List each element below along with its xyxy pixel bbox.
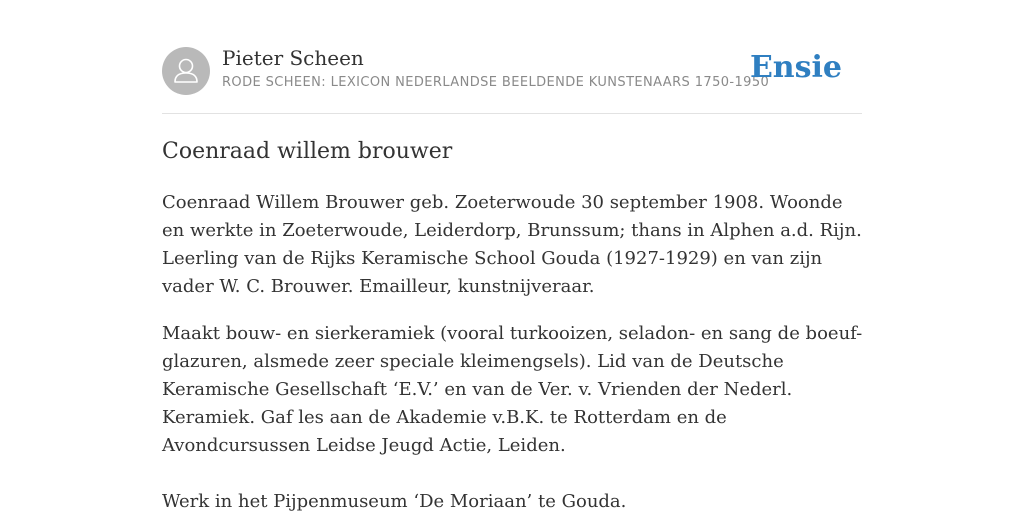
article-title: Coenraad willem brouwer: [162, 139, 453, 164]
article-paragraph: Maakt bouw- en sierkeramiek (vooral turkooizen, seladon- en sang de boeuf-glazuren, alsmede zeer speciale kleimengsels). Lid van de Deutsche Keramische Gesellschaft ‘E.V.’ en van de Ver. v. Vrienden der Nederl. Keramiek. Gaf les aan de Akademie v.B.K. te Rotterdam en de Avondcursussen Leidse Jeugd Actie, Leiden.: [162, 323, 863, 456]
page: [162, 0, 863, 512]
ensie-logo[interactable]: Ensie: [749, 50, 842, 85]
article-header: [162, 0, 862, 114]
article-body: [162, 189, 867, 512]
article-paragraph: Werk in het Pijpenmuseum ‘De Moriaan’ te Gouda.: [162, 491, 627, 512]
article-paragraph: Coenraad Willem Brouwer geb. Zoeterwoude 30 september 1908. Woonde en werkte in Zoeterwoude, Leiderdorp, Brunssum; thans in Alphen a.d. Rijn. Leerling van de Rijks Keramische School Gouda (1927-1929) en van zijn vader W. C. Brouwer. Emailleur, kunstnijveraar.: [162, 192, 862, 297]
source-title[interactable]: RODE SCHEEN: LEXICON NEDERLANDSE BEELDENDE KUNSTENAARS 1750-1950: [222, 75, 770, 90]
author-name[interactable]: Pieter Scheen: [222, 46, 364, 70]
user-avatar-icon[interactable]: [162, 47, 210, 95]
